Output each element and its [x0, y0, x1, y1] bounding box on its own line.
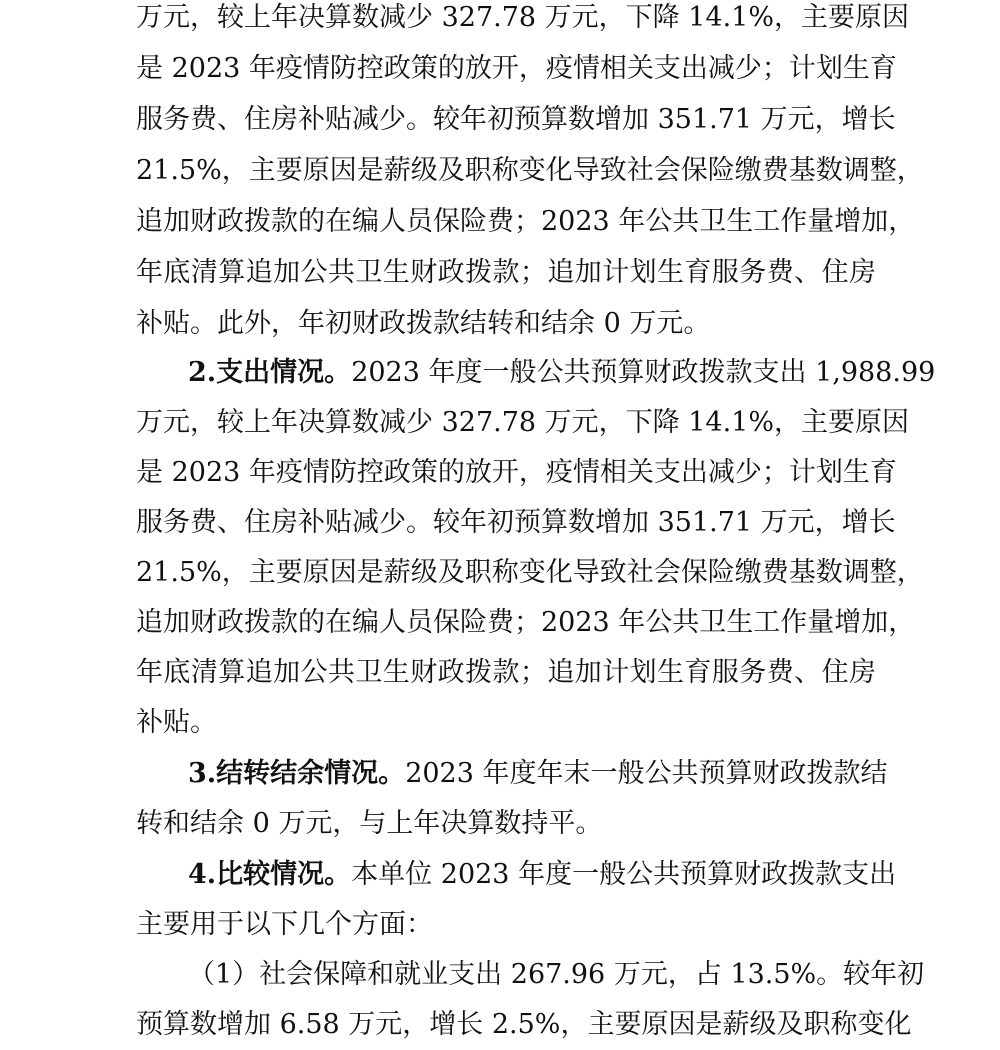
p2-line-5: 21.5%，主要原因是薪级及职称变化导致社会保险缴费基数调整，: [136, 557, 924, 588]
p1-line-5: 追加财政拨款的在编人员保险费；2023 年公共卫生工作量增加，: [136, 206, 916, 237]
p4-line-1: [188, 850, 897, 900]
p3-line-2: 转和结余 0 万元，与上年决算数持平。: [136, 808, 603, 839]
p4-first-rest: 本单位 2023 年度一般公共预算财政拨款支出: [351, 859, 897, 890]
p1-line-7: 补贴。此外，年初财政拨款结转和结余 0 万元。: [136, 308, 711, 339]
p1-line-3: 服务费、住房补贴减少。较年初预算数增加 351.71 万元，增长: [136, 104, 896, 135]
p1-line-2: 是 2023 年疫情防控政策的放开，疫情相关支出减少；计划生育: [136, 53, 897, 84]
p5-line-2: 预算数增加 6.58 万元，增长 2.5%，主要原因是薪级及职称变化: [136, 1009, 912, 1040]
p1-line-4: 21.5%，主要原因是薪级及职称变化导致社会保险缴费基数调整，: [136, 155, 924, 186]
p5-line-1: （1）社会保障和就业支出 267.96 万元，占 13.5%。较年初: [188, 959, 925, 990]
p3-heading: 3.结转结余情况。: [188, 758, 406, 789]
p2-line-1: [188, 348, 936, 398]
p3-line-1: [188, 749, 888, 799]
p2-line-4: 服务费、住房补贴减少。较年初预算数增加 351.71 万元，增长: [136, 507, 896, 538]
p2-line-6: 追加财政拨款的在编人员保险费；2023 年公共卫生工作量增加，: [136, 607, 916, 638]
p2-heading: 2.支出情况。: [188, 357, 352, 388]
p1-line-1: 万元，较上年决算数减少 327.78 万元，下降 14.1%，主要原因: [136, 2, 909, 33]
p2-line-2: 万元，较上年决算数减少 327.78 万元，下降 14.1%，主要原因: [136, 407, 909, 438]
p2-first-rest: 2023 年度一般公共预算财政拨款支出 1,988.99: [351, 357, 936, 388]
p4-line-2: 主要用于以下几个方面：: [136, 909, 433, 940]
p2-line-3: 是 2023 年疫情防控政策的放开，疫情相关支出减少；计划生育: [136, 457, 897, 488]
p4-heading: 4.比较情况。: [188, 859, 352, 890]
p2-line-8: 补贴。: [136, 707, 217, 738]
p3-first-rest: 2023 年度年末一般公共预算财政拨款结: [405, 758, 888, 789]
p2-line-7: 年底清算追加公共卫生财政拨款；追加计划生育服务费、住房: [136, 657, 876, 688]
p1-line-6: 年底清算追加公共卫生财政拨款；追加计划生育服务费、住房: [136, 257, 876, 288]
